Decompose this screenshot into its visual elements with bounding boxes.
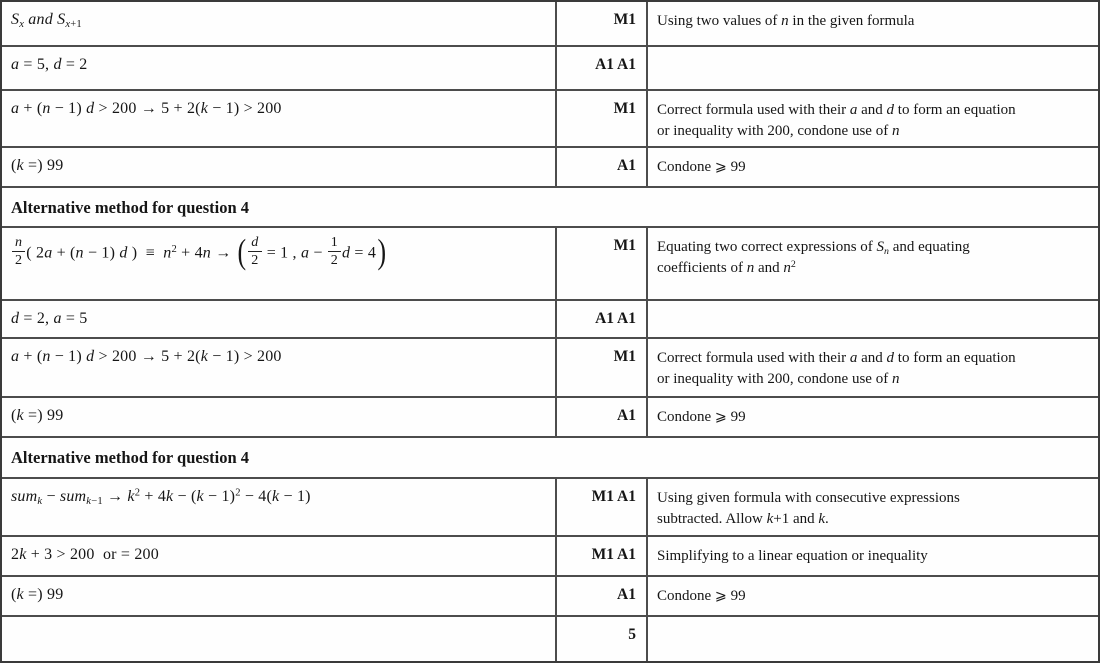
section-header-row bbox=[2, 438, 1098, 479]
working-cell: d = 2, a = 5 bbox=[2, 301, 557, 337]
working-cell: a + (n − 1) d > 200 → 5 + 2(k − 1) > 200 bbox=[2, 339, 557, 396]
marks-cell: 5 bbox=[557, 617, 648, 661]
working-cell: $S_x$ and $S_{x+1}$ bbox=[2, 2, 557, 45]
comment-cell bbox=[648, 617, 1098, 661]
comment-cell: Correct formula used with their a and d to form an equation or inequality with 200, condone use of n bbox=[657, 350, 1016, 388]
working-cell: (k =) 99 bbox=[2, 398, 557, 436]
working-cell: (k =) 99 bbox=[2, 577, 557, 615]
mark-scheme-table bbox=[2, 2, 1098, 661]
table-row bbox=[2, 398, 1098, 438]
table-row bbox=[2, 91, 1098, 148]
section-header-row bbox=[2, 188, 1098, 228]
section-header-label: Alternative method for question 4 bbox=[11, 198, 250, 217]
marks-cell: M1 A1 bbox=[557, 537, 648, 575]
working-cell: 2k + 3 > 200 or = 200 bbox=[2, 537, 557, 575]
comment-cell: Condone ⩾ 99 bbox=[657, 409, 746, 425]
working-cell: (k =) 99 bbox=[2, 148, 557, 186]
working-cell: $sum_k - sum_{k-1} \to k^2 + 4k - (k - 1)^2 - 4(k - 1)$ bbox=[2, 479, 557, 535]
marks-cell: M1 bbox=[557, 2, 648, 45]
marks-cell: M1 bbox=[557, 91, 648, 146]
marks-cell: M1 A1 bbox=[557, 479, 648, 535]
marks-cell: A1 A1 bbox=[557, 301, 648, 337]
comment-cell bbox=[648, 47, 1098, 89]
table-row bbox=[2, 148, 1098, 188]
marks-cell: A1 A1 bbox=[557, 47, 648, 89]
comment-cell: Equating two correct expressions of $S_n$ and equating coefficients of n and $n^2$ bbox=[657, 239, 970, 277]
table-row bbox=[2, 2, 1098, 47]
comment-cell: Correct formula used with their a and d to form an equation or inequality with 200, condone use of n bbox=[657, 102, 1016, 140]
table-row bbox=[2, 537, 1098, 577]
comment-cell: Condone ⩾ 99 bbox=[657, 588, 746, 604]
table-row bbox=[2, 479, 1098, 537]
table-row bbox=[2, 47, 1098, 91]
comment-cell: Using two values of n in the given formula bbox=[657, 13, 915, 29]
table-row bbox=[2, 301, 1098, 339]
marks-cell: M1 bbox=[557, 228, 648, 299]
marks-cell: A1 bbox=[557, 577, 648, 615]
working-cell bbox=[2, 617, 557, 661]
marks-cell: A1 bbox=[557, 398, 648, 436]
marks-cell: A1 bbox=[557, 148, 648, 186]
working-cell: $\frac{n}{2}$ ( 2a + (n − 1) d ) ≡ $n^2 + 4n$ → ( $\frac{d}{2}$ = 1 , a − $\frac{1}{2}$ d = 4) bbox=[2, 228, 557, 299]
comment-cell: Simplifying to a linear equation or inequality bbox=[657, 548, 928, 564]
table-row bbox=[2, 228, 1098, 301]
comment-cell bbox=[648, 301, 1098, 337]
table-row bbox=[2, 339, 1098, 398]
marks-cell: M1 bbox=[557, 339, 648, 396]
working-cell: a + (n − 1) d > 200 → 5 + 2(k − 1) > 200 bbox=[2, 91, 557, 146]
table-row bbox=[2, 617, 1098, 661]
section-header-label: Alternative method for question 4 bbox=[11, 448, 250, 467]
table-row bbox=[2, 577, 1098, 617]
comment-cell: Using given formula with consecutive expressions subtracted. Allow k+1 and k. bbox=[657, 490, 960, 528]
comment-cell: Condone ⩾ 99 bbox=[657, 159, 746, 175]
working-cell: a = 5, d = 2 bbox=[2, 47, 557, 89]
